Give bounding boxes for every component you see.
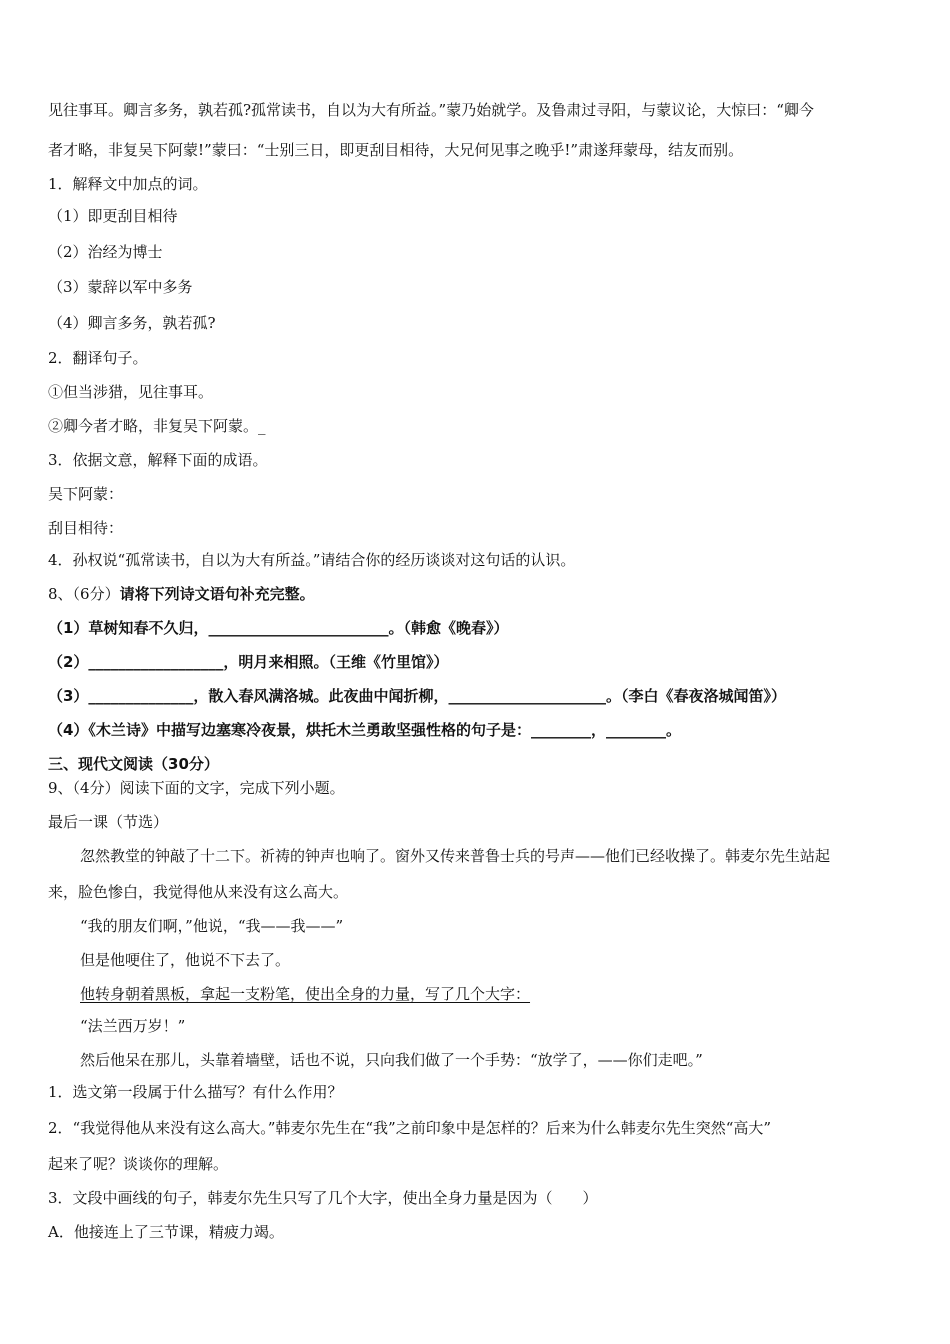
question-number: 8、（6分） xyxy=(48,585,120,603)
sub-item: （4）卿言多务，孰若孤? xyxy=(48,314,216,332)
question-2: 2．翻译句子。 xyxy=(48,349,148,367)
question-2: 2．“我觉得他从来没有这么高大。”韩麦尔先生在“我”之前印象中是怎样的？后来为什么韩麦尔先生突然“高大” xyxy=(48,1119,772,1137)
question-9-header: 9、（4分）阅读下面的文字，完成下列小题。 xyxy=(48,779,345,797)
question-1: 1．解释文中加点的词。 xyxy=(48,175,208,193)
fill-blank-line: （1）草树知春不久归，________________________。（韩愈《晚春》） xyxy=(48,619,509,637)
fill-blank-line: （2）__________________，明月来相照。（王维《竹里馆》） xyxy=(48,653,449,671)
passage-line: 但是他哽住了，他说不下去了。 xyxy=(80,951,291,969)
passage-line: 然后他呆在那儿，头靠着墙壁，话也不说，只向我们做了一个手势：“放学了，——你们走吧。” xyxy=(80,1051,703,1069)
sub-item: （1）即更刮目相待 xyxy=(48,207,178,225)
passage-line: 来，脸色惨白，我觉得他从来没有这么高大。 xyxy=(48,883,349,901)
question-3: 3．文段中画线的句子，韩麦尔先生只写了几个大字，使出全身力量是因为（ ） xyxy=(48,1189,598,1207)
question-4: 4．孙权说“孤常读书，自以为大有所益。”请结合你的经历谈谈对这句话的认识。 xyxy=(48,551,576,569)
question-1: 1．选文第一段属于什么描写？有什么作用？ xyxy=(48,1083,343,1101)
sub-item: （2）治经为博士 xyxy=(48,243,163,261)
question-8-header xyxy=(48,584,315,604)
sub-item: 吴下阿蒙： xyxy=(48,485,124,503)
passage-title: 最后一课（节选） xyxy=(48,813,169,831)
underlined-sentence: 他转身朝着黑板，拿起一支粉笔，使出全身的力量，写了几个大字： xyxy=(80,985,531,1003)
fill-blank-line: （3）______________，散入春风满洛城。此夜曲中闻折柳，_____________________。（李白《春夜洛城闻笛》） xyxy=(48,687,786,705)
sub-item: 刮目相待： xyxy=(48,519,124,537)
sub-item: ②卿今者才略，非复吴下阿蒙。_ xyxy=(48,417,266,435)
sub-item: ①但当涉猎，见往事耳。 xyxy=(48,383,214,401)
passage-line: 见往事耳。卿言多务，孰若孤?孤常读书，自以为大有所益。”蒙乃始就学。及鲁肃过寻阳，与蒙议论，大惊曰：“卿今 xyxy=(48,101,814,119)
passage-line: “法兰西万岁！” xyxy=(80,1017,186,1035)
fill-blank-line: （4）《木兰诗》中描写边塞寒冷夜景，烘托木兰勇敢坚强性格的句子是：________，________。 xyxy=(48,721,681,739)
passage-line: 忽然教堂的钟敲了十二下。祈祷的钟声也响了。窗外又传来普鲁士兵的号声——他们已经收操了。韩麦尔先生站起 xyxy=(80,847,831,865)
passage-line: 者才略，非复吴下阿蒙!”蒙曰：“士别三日，即更刮目相待，大兄何见事之晚乎!”肃遂拜蒙母，结友而别。 xyxy=(48,141,744,159)
question-instruction: 请将下列诗文语句补充完整。 xyxy=(119,585,315,603)
question-2-cont: 起来了呢？谈谈你的理解。 xyxy=(48,1155,229,1173)
option-a: A．他接连上了三节课，精疲力竭。 xyxy=(48,1223,284,1241)
question-3: 3．依据文意，解释下面的成语。 xyxy=(48,451,268,469)
section-heading: 三、现代文阅读（30分） xyxy=(48,755,219,773)
sub-item: （3）蒙辞以军中多务 xyxy=(48,278,193,296)
passage-line: “我的朋友们啊，”他说，“我——我——” xyxy=(80,917,344,935)
